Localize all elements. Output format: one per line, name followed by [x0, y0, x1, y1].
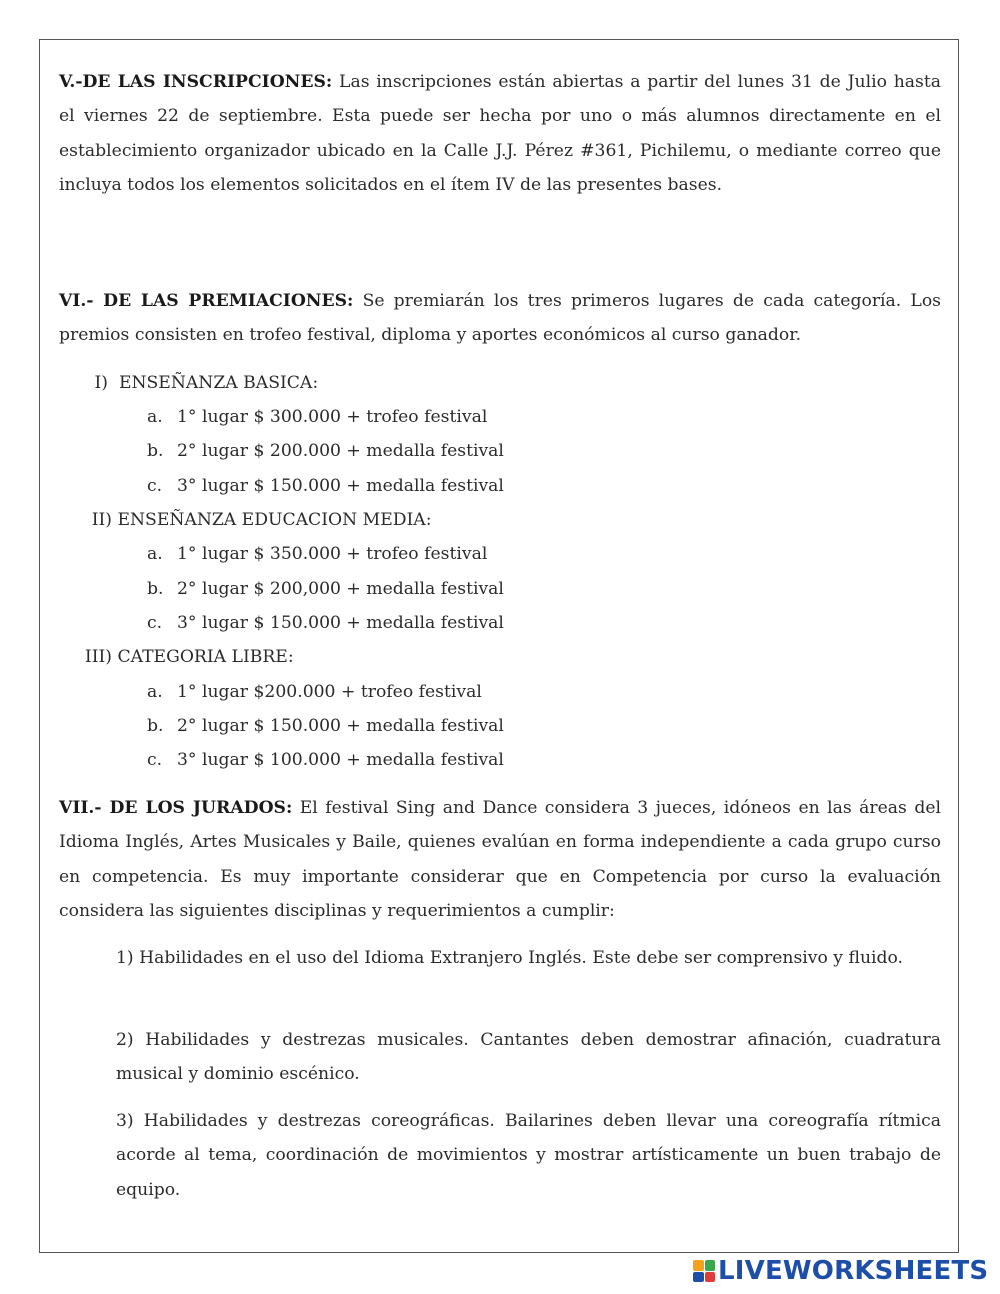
section-premiaciones — [59, 284, 941, 353]
category-heading — [82, 366, 318, 400]
prize-text: 1° lugar $ 350.000 + trofeo festival — [177, 544, 488, 564]
section-body: Se premiarán los tres primeros lugares de cada categoría. Los premios consisten en trofeo festival, diploma y aportes económicos al curso ganador. — [59, 291, 942, 346]
prize-text: 1° lugar $200.000 + trofeo festival — [177, 682, 482, 702]
prize-item — [147, 469, 504, 503]
prize-item — [147, 606, 504, 640]
prize-text: 1° lugar $ 300.000 + trofeo festival — [177, 407, 488, 427]
section-body: Las inscripciones están abiertas a partir del lunes 31 de Julio hasta el viernes 22 de septiembre. Esta puede ser hecha por uno o más alumnos directamente en el establecimiento organizador ubicado en la Calle J.J. Pérez #361, Pichilemu, o mediante correo que incluya todos los elementos solicitados en el ítem IV de las presentes bases. — [59, 72, 941, 196]
category-name: CATEGORIA LIBRE: — [117, 647, 294, 667]
prize-item — [147, 743, 504, 777]
section-inscripciones — [59, 65, 941, 203]
prize-letter: c. — [147, 613, 163, 633]
prize-text: 2° lugar $ 200.000 + medalla festival — [177, 441, 504, 461]
section-heading: VII.- DE LOS JURADOS: — [59, 798, 293, 818]
section-jurados — [59, 791, 941, 929]
section-heading: VI.- DE LAS PREMIACIONES: — [59, 291, 354, 311]
category-numeral: II) — [91, 510, 112, 530]
prize-item — [147, 675, 482, 709]
prize-letter: a. — [147, 682, 163, 702]
requirement-item: 1) Habilidades en el uso del Idioma Extranjero Inglés. Este debe ser comprensivo y fluido. — [116, 948, 904, 968]
category-heading — [80, 640, 294, 674]
prize-letter: b. — [147, 579, 164, 599]
requirement-item: 2) Habilidades y destrezas musicales. Cantantes deben demostrar afinación, cuadratura musical y dominio escénico. — [116, 1030, 941, 1085]
prize-item — [147, 400, 487, 434]
prize-letter: a. — [147, 544, 163, 564]
prize-text: 2° lugar $ 200,000 + medalla festival — [177, 579, 504, 599]
prize-item — [147, 434, 504, 468]
category-name: ENSEÑANZA EDUCACION MEDIA: — [117, 510, 432, 530]
liveworksheets-logo-icon — [693, 1260, 715, 1282]
prize-text: 2° lugar $ 150.000 + medalla festival — [177, 716, 504, 736]
prize-item — [147, 709, 504, 743]
prize-item — [147, 537, 487, 571]
logo-text: LIVEWORKSHEETS — [718, 1256, 989, 1286]
section-heading: V.-DE LAS INSCRIPCIONES: — [59, 72, 333, 92]
prize-letter: b. — [147, 716, 164, 736]
prize-text: 3° lugar $ 150.000 + medalla festival — [177, 476, 504, 496]
category-numeral: I) — [94, 373, 108, 393]
section-body: El festival Sing and Dance considera 3 jueces, idóneos en las áreas del Idioma Inglés, Artes Musicales y Baile, quienes evalúan en forma independiente a cada grupo curso en competencia. Es muy importante considerar que en Competencia por curso la evaluación considera las siguientes disciplinas y requerimientos a cumplir: — [59, 798, 941, 922]
prize-text: 3° lugar $ 100.000 + medalla festival — [177, 750, 504, 770]
prize-letter: b. — [147, 441, 164, 461]
liveworksheets-logo[interactable] — [693, 1256, 988, 1286]
category-name: ENSEÑANZA BASICA: — [118, 373, 319, 393]
prize-letter: a. — [147, 407, 163, 427]
requirement-item: 3) Habilidades y destrezas coreográficas. Bailarines deben llevar una coreografía rítmica acorde al tema, coordinación de movimientos y mostrar artísticamente un buen trabajo de equipo. — [116, 1111, 941, 1200]
prize-item — [147, 572, 504, 606]
category-numeral: III) — [84, 647, 112, 667]
prize-letter: c. — [147, 476, 163, 496]
category-heading — [82, 503, 432, 537]
prize-letter: c. — [147, 750, 163, 770]
prize-text: 3° lugar $ 150.000 + medalla festival — [177, 613, 504, 633]
